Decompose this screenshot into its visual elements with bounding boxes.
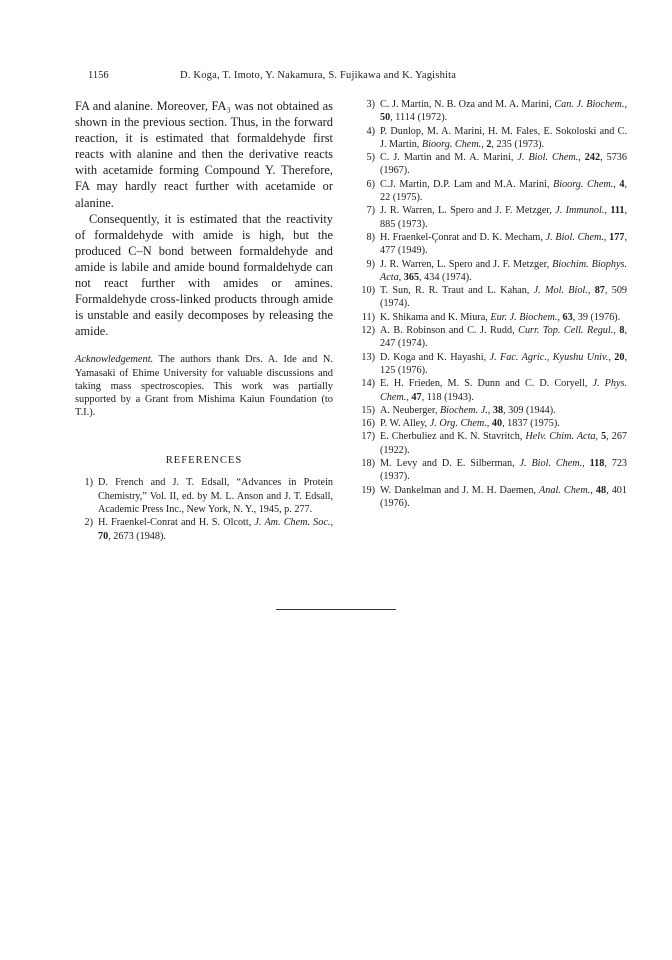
reference-number: 12): [361, 325, 375, 337]
reference-journal: Curr. Top. Cell. Regul.: [518, 325, 614, 337]
reference-journal: Anal. Chem.: [539, 484, 591, 496]
reference-journal: J. Biol. Chem.: [519, 458, 583, 470]
reference-item: 15) A. Neuberger, Biochem. J., 38, 309 (1944).: [357, 404, 627, 417]
reference-details: , 125 (1976).: [380, 351, 628, 376]
reference-details: , 477 (1949).: [380, 231, 627, 257]
reference-journal: J. Org. Chem.: [429, 418, 487, 430]
reference-authors: H. Fraenkel-Conrat and H. S. Olcott,: [98, 517, 255, 529]
reference-authors: C. J. Martin and M. A. Marini,: [380, 152, 518, 164]
reference-item: 16) P. W. Alley, J. Org. Chem., 40, 1837 (1975).: [357, 417, 627, 430]
reference-details: , 247 (1974).: [380, 325, 627, 350]
reference-details: , 22 (1975).: [380, 178, 627, 204]
reference-volume: 4: [619, 178, 625, 190]
reference-details: , 5736 (1967).: [380, 152, 627, 177]
reference-volume: 38: [492, 404, 504, 416]
reference-volume: 2: [486, 138, 492, 150]
reference-journal: J. Biol. Chem.: [517, 152, 579, 164]
reference-item: 2) H. Fraenkel-Conrat and H. S. Olcott, J. Am. Chem. Soc., 70, 2673 (1948).: [75, 516, 333, 543]
reference-item: [75, 476, 333, 516]
reference-number: 9): [366, 258, 375, 270]
reference-number: 5): [366, 152, 375, 164]
reference-details: , 885 (1973).: [380, 205, 628, 230]
reference-item: 7) J. R. Warren, L. Spero and J. F. Metzger, J. Immunol., 111, 885 (1973).: [357, 204, 627, 231]
reference-authors: J. R. Warren, L. Spero and J. F. Metzger,: [380, 258, 553, 270]
reference-number: 11): [361, 311, 375, 323]
reference-item: 18) M. Levy and D. E. Silberman, J. Biol. Chem., 118, 723 (1937).: [357, 457, 627, 484]
reference-number: 17): [361, 431, 375, 443]
reference-details: , 2673 (1948).: [108, 530, 166, 542]
reference-authors: P. W. Alley,: [380, 418, 430, 430]
reference-item: 10) T. Sun, R. R. Traut and L. Kahan, J. Mol. Biol., 87, 509 (1974).: [357, 284, 627, 311]
reference-details: , 235 (1973).: [491, 138, 545, 150]
reference-item: 11) K. Shikama and K. Miura, Eur. J. Biochem., 63, 39 (1976).: [357, 311, 627, 324]
reference-authors: E. Cherbuliez and K. N. Stavritch,: [380, 431, 526, 443]
reference-item: 9) J. R. Warren, L. Spero and J. F. Metzger, Biochim. Biophys. Acta, 365, 434 (1974).: [357, 258, 627, 285]
page-number: 1156: [88, 70, 109, 81]
acknowledgement-lead: Acknowledgement.: [75, 354, 154, 366]
reference-authors: C. J. Martin, N. B. Oza and M. A. Marini,: [380, 99, 555, 110]
reference-volume: 177: [609, 231, 625, 243]
reference-volume: 5: [601, 431, 607, 443]
reference-number: 8): [366, 231, 375, 243]
reference-details: , 509 (1974).: [380, 285, 628, 310]
reference-authors: E. H. Frieden, M. S. Dunn and C. D. Coryell,: [380, 378, 593, 390]
reference-authors: A. B. Robinson and C. J. Rudd,: [380, 325, 519, 337]
reference-volume: 8: [619, 325, 625, 337]
reference-number: 7): [366, 205, 375, 217]
reference-item: 14) E. H. Frieden, M. S. Dunn and C. D. Coryell, J. Phys. Chem., 47, 118 (1943).: [357, 377, 627, 404]
reference-details: , 1114 (1972).: [390, 112, 448, 124]
reference-item: 3) C. J. Martin, N. B. Oza and M. A. Marini, Can. J. Biochem., 50, 1114 (1972).: [357, 98, 627, 125]
reference-authors: K. Shikama and K. Miura,: [380, 311, 491, 323]
reference-journal: J. Mol. Biol.: [533, 285, 588, 297]
reference-journal: Biochem. J.: [439, 404, 488, 416]
reference-volume: 87: [594, 285, 605, 297]
reference-number: 2): [84, 517, 93, 529]
reference-journal: Bioorg. Chem.: [421, 138, 482, 150]
reference-authors: H. Fraenkel-Çonrat and D. K. Mecham,: [380, 231, 546, 243]
reference-volume: 48: [595, 484, 607, 496]
reference-details: , 267 (1922).: [380, 431, 628, 456]
reference-journal: J. Am. Chem. Soc.: [254, 517, 331, 529]
reference-volume: 70: [98, 530, 109, 542]
reference-journal: J. Biol. Chem.: [545, 231, 604, 243]
reference-journal: Helv. Chim. Acta: [525, 431, 596, 443]
running-head-authors: D. Koga, T. Imoto, Y. Nakamura, S. Fujikawa and K. Yagishita: [180, 70, 457, 81]
reference-number: 6): [366, 178, 375, 190]
reference-details: , 118 (1943).: [421, 391, 474, 403]
reference-authors: C.J. Martin, D.P. Lam and M.A. Marini,: [380, 178, 553, 190]
reference-number: 4): [366, 125, 375, 137]
reference-volume: 242: [584, 152, 601, 164]
reference-details: , 723 (1937).: [380, 458, 628, 483]
reference-number: 1): [84, 477, 93, 489]
reference-authors: M. Levy and D. E. Silberman,: [380, 458, 520, 470]
reference-list-right: [357, 98, 627, 510]
reference-item: 17) E. Cherbuliez and K. N. Stavritch, Helv. Chim. Acta, 5, 267 (1922).: [357, 430, 627, 457]
reference-item: 13) D. Koga and K. Hayashi, J. Fac. Agric., Kyushu Univ., 20, 125 (1976).: [357, 351, 627, 378]
reference-number: 10): [361, 285, 375, 297]
reference-details: , 401 (1976).: [380, 484, 627, 509]
reference-authors: D. Koga and K. Hayashi,: [380, 351, 490, 363]
reference-authors: P. Dunlop, M. A. Marini, H. M. Fales, E. Sokoloski and C. J. Martin,: [380, 125, 627, 150]
reference-journal: Bioorg. Chem.: [552, 178, 614, 190]
reference-authors: D. French and J. T. Edsall, “Advances in Protein Chemistry,” Vol. II, ed. by M. L. Anson and J. T. Edsall, Academic Press Inc., New York, N. Y., 1945, p. 277.: [98, 477, 333, 516]
right-column: [357, 98, 627, 510]
body-paragraph-1: FA and alanine. Moreover, FA₃ was not obtained as shown in the previous section. Thus, in the forward reaction, it is estimated that formaldehyde first reacts with alanine and then the derivative reacts with acetamide forming Compound Y. Therefore, FA may hardly react further with acetamide or alanine.: [75, 99, 333, 210]
reference-number: 16): [361, 418, 375, 430]
reference-journal: Eur. J. Biochem.: [490, 311, 558, 323]
reference-item: 12) A. B. Robinson and C. J. Rudd, Curr. Top. Cell. Regul., 8, 247 (1974).: [357, 324, 627, 351]
reference-number: 13): [361, 351, 375, 363]
reference-item: 6) C.J. Martin, D.P. Lam and M.A. Marini, Bioorg. Chem., 4, 22 (1975).: [357, 178, 627, 205]
reference-item: 5) C. J. Martin and M. A. Marini, J. Biol. Chem., 242, 5736 (1967).: [357, 151, 627, 178]
reference-journal: J. Phys. Chem.: [380, 378, 627, 403]
reference-volume: 20: [614, 351, 625, 363]
reference-volume: 365: [403, 271, 420, 283]
reference-journal: J. Immunol.: [555, 205, 605, 217]
reference-journal: Can. J. Biochem.: [554, 99, 625, 110]
reference-volume: 118: [589, 458, 605, 470]
reference-number: 19): [361, 484, 375, 496]
reference-number: 14): [361, 378, 375, 390]
reference-journal: J. Fac. Agric., Kyushu Univ.: [489, 351, 609, 363]
left-column: [75, 98, 333, 543]
reference-authors: A. Neuberger,: [380, 404, 440, 416]
reference-details: , 39 (1976).: [572, 311, 621, 323]
reference-authors: J. R. Warren, L. Spero and J. F. Metzger,: [380, 205, 556, 217]
reference-details: , 309 (1944).: [503, 404, 556, 416]
reference-authors: T. Sun, R. R. Traut and L. Kahan,: [380, 285, 534, 297]
acknowledgement: [75, 353, 333, 419]
reference-authors: W. Dankelman and J. M. H. Daemen,: [380, 484, 540, 496]
acknowledgement-text: The authors thank Drs. A. Ide and N. Yamasaki of Ehime University for valuable discussions and taking mass spectroscopies. This work was partially supported by a Grant from Mishima Kaiun Foundation (to T.I.).: [75, 354, 333, 419]
reference-item: 19) W. Dankelman and J. M. H. Daemen, Anal. Chem., 48, 401 (1976).: [357, 484, 627, 511]
references-heading: REFERENCES: [165, 455, 243, 467]
reference-number: 15): [361, 404, 375, 416]
reference-list-left: [75, 476, 333, 542]
reference-journal: Biochim. Biophys. Acta: [380, 258, 628, 283]
reference-volume: 50: [380, 112, 391, 124]
reference-details: , 434 (1974).: [419, 271, 472, 283]
reference-number: 18): [361, 458, 375, 470]
reference-number: 3): [366, 99, 375, 110]
reference-details: , 1837 (1975).: [502, 418, 560, 430]
reference-item: 4) P. Dunlop, M. A. Marini, H. M. Fales, E. Sokoloski and C. J. Martin, Bioorg. Chem., 2, 235 (1973).: [357, 125, 627, 152]
reference-item: 8) H. Fraenkel-Çonrat and D. K. Mecham, J. Biol. Chem., 177, 477 (1949).: [357, 231, 627, 258]
reference-volume: 47: [411, 391, 422, 403]
body-paragraph-2: Consequently, it is estimated that the reactivity of formaldehyde with amide is high, but the produced C–N bond between formaldehyde and amide is labile and amide bound formaldehyde can not react further with amides or amines. Formaldehyde cross-linked products through amide is unstable and easily decomposes by releasing the amide.: [75, 211, 333, 339]
end-divider: [276, 609, 396, 610]
reference-volume: 63: [562, 311, 573, 323]
reference-volume: 111: [610, 205, 625, 217]
reference-volume: 40: [491, 418, 503, 430]
